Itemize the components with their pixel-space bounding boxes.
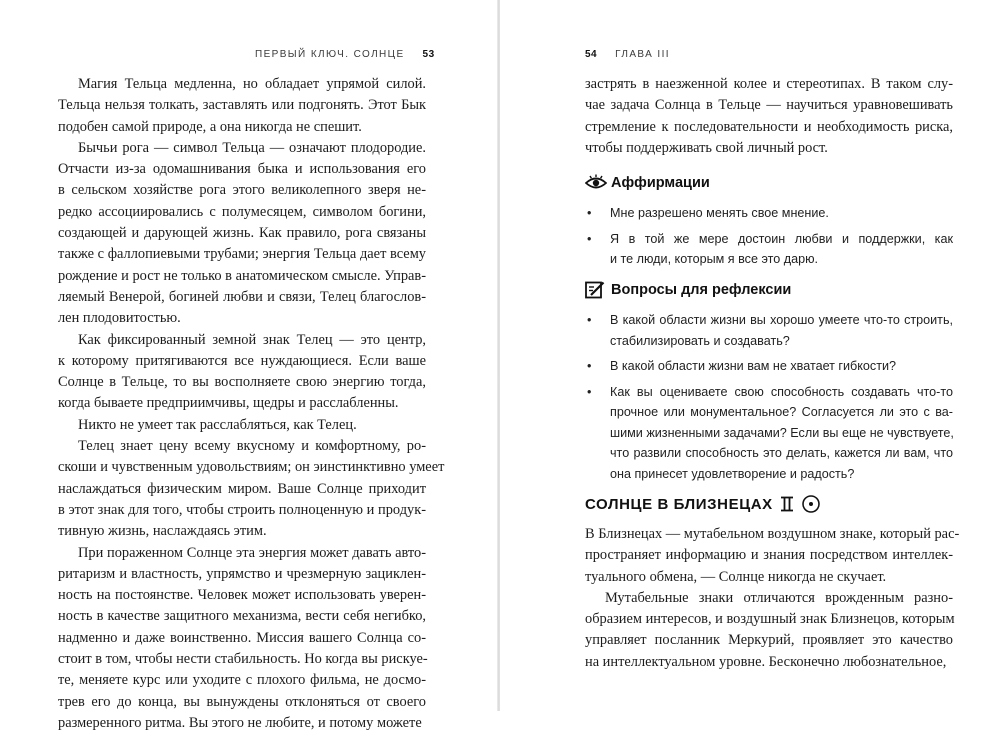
text-line: редко ассоциировались с полумесяцем, символом богини, (58, 203, 426, 220)
left-body-text (58, 74, 445, 734)
text-line: те, меняете курс или уходите с плохого фильма, не досмо- (58, 672, 426, 689)
text-line: Магия Тельца медленна, но обладает упрямой силой. (78, 76, 426, 92)
text-line: образием интересов, и воздушный знак Близнецов, которым (585, 611, 955, 628)
gemini-section-heading (585, 494, 821, 514)
left-running-head (255, 49, 435, 60)
list-item-line: она принесет удовлетворение и радость? (610, 466, 855, 481)
list-item-line: В какой области жизни вы хорошо умеете что-то строить, (610, 313, 953, 327)
list-item-line: прочное или монументальное? Согласуется ли это с ва- (610, 405, 953, 419)
list-item-line: и те люди, которым я все это дарю. (610, 252, 819, 266)
text-line: рождение и рост не только в анатомическом смысле. Управ- (58, 267, 426, 284)
text-line: создающей и дарующей жизнь. Как правило, рога связаны (58, 225, 426, 242)
reflection-heading-text: Вопросы для рефлексии (611, 282, 792, 298)
eye-icon (585, 174, 607, 192)
text-line: ляемый Венерой, богиней любви и связи, Телец благослов- (58, 288, 426, 305)
list-item (585, 382, 953, 485)
text-line: Мутабельные знаки отличаются врожденным разно- (605, 589, 953, 606)
right-running-head (585, 49, 670, 60)
text-line: ритаризм и властность, упрямство и чрезмерную зациклен- (58, 565, 426, 582)
list-item-line: Я в той же мере достоин любви и поддержки, как (610, 231, 953, 246)
text-line: лен плодовитостью. (58, 310, 181, 327)
text-line: Телец знает цену всему вкусному и комфортному, ро- (78, 438, 426, 455)
gemini-symbol-icon (780, 496, 794, 512)
reflection-heading (585, 281, 791, 299)
text-line: Никто не умеет так расслабляться, как Телец. (78, 416, 357, 433)
text-line: При пораженном Солнце эта энергия может давать авто- (78, 544, 426, 561)
text-line: застрять в наезженной колее и стереотипах. В таком слу- (585, 76, 953, 92)
pencil-note-icon (585, 281, 607, 299)
text-line: управляет посланник Меркурий, проявляет это качество (585, 632, 953, 649)
list-item (585, 356, 953, 377)
affirmations-heading-text: Аффирмации (611, 175, 710, 191)
affirmations-heading (585, 174, 710, 192)
list-item-line: шими жизненными задачами? Если вы еще не чувствуете, (610, 425, 954, 440)
text-line: В Близнецах — мутабельном воздушном знаке, который рас- (585, 526, 960, 542)
bullet-icon: • (587, 359, 592, 373)
text-line: Отчасти из-за одомашнивания быка и использования его (58, 161, 426, 178)
bullet-icon: • (587, 231, 592, 246)
text-line: когда бываете предприимчивы, щедры и расслабленны. (58, 395, 399, 412)
text-line: чае задача Солнца в Тельце — научиться уравновешивать (585, 97, 953, 114)
text-line: в этот знак для того, чтобы строить полноценную и продук- (58, 501, 426, 518)
text-line: также с фаллопиевыми трубами; энергия Тельца дает всему (58, 246, 426, 263)
right-page-number: 54 (585, 49, 598, 60)
bullet-icon: • (587, 206, 592, 220)
list-item-line: стабилизировать и создавать? (610, 333, 790, 348)
text-line: надменно и даже воинственно. Миссия вашего Солнца со- (58, 629, 426, 646)
list-item-line: Мне разрешено менять свое мнение. (610, 206, 829, 220)
list-item-line: В какой области жизни вам не хватает гибкости? (610, 359, 897, 373)
list-item-line: что развили способность это делать, кажется ли вам, что (610, 446, 953, 460)
text-line: наслаждаться физическим миром. Ваше Солнце приходит (58, 480, 426, 497)
text-line: на интеллектуальном уровне. Бесконечно любознательное, (585, 653, 947, 670)
text-line: Тельца нельзя толкать, заставлять или подгонять. Этот Бык (58, 97, 426, 114)
text-line: стоит в том, чтобы нести стабильность. Но когда вы рискуе- (58, 651, 428, 668)
text-line: ность на постоянстве. Человек может использовать уверен- (58, 587, 426, 604)
affirmations-list (585, 203, 953, 270)
right-intro-text (585, 74, 953, 159)
text-line: к которому притягиваются все нуждающиеся. Если ваше (58, 352, 426, 369)
bullet-icon: • (587, 313, 592, 327)
text-line: стремление к последовательности и необходимость риска, (585, 118, 953, 135)
text-line: пространяет информацию и знания посредством интеллек- (585, 547, 953, 564)
text-line: трев его до конца, вы вынуждены отклоняться от своего (58, 693, 426, 710)
text-line: Бычьи рога — символ Тельца — означают плодородие. (78, 139, 426, 156)
list-item (585, 310, 953, 351)
text-line: чтобы поддерживать свой личный рост. (585, 139, 828, 156)
bullet-icon: • (587, 384, 592, 399)
text-line: размеренного ритма. Вы этого не любите, и потому можете (58, 714, 422, 731)
text-line: ность в качестве защитного механизма, вести себя негибко, (58, 608, 426, 625)
left-page (0, 0, 500, 731)
left-running-title: ПЕРВЫЙ КЛЮЧ. СОЛНЦЕ (255, 49, 405, 60)
text-line: тивную жизнь, наслаждаясь этим. (58, 523, 267, 540)
gemini-body-text (585, 524, 960, 673)
text-line: подобен самой природе, а она никогда не спешит. (58, 118, 362, 135)
text-line: в сельском хозяйстве рога этого великолепного зверя не- (58, 182, 426, 199)
text-line: Солнце в Тельце, то вы восполняете свою энергию тогда, (58, 374, 426, 391)
text-line: туального обмена, — Солнце никогда не скучает. (585, 568, 887, 585)
sun-symbol-icon (801, 494, 821, 514)
list-item (585, 229, 953, 270)
text-line: Как фиксированный земной знак Телец — это центр, (78, 331, 426, 348)
gemini-heading-text: СОЛНЦЕ В БЛИЗНЕЦАХ (585, 495, 773, 513)
list-item (585, 203, 953, 224)
text-line: скоши и чувственным удовольствиям; он эинстинктивно умеет (58, 459, 445, 476)
list-item-line: Как вы оцениваете свою способность создавать что-то (610, 384, 953, 399)
right-running-title: ГЛАВА III (615, 49, 670, 60)
reflection-list (585, 310, 953, 484)
left-page-number: 53 (422, 49, 435, 60)
